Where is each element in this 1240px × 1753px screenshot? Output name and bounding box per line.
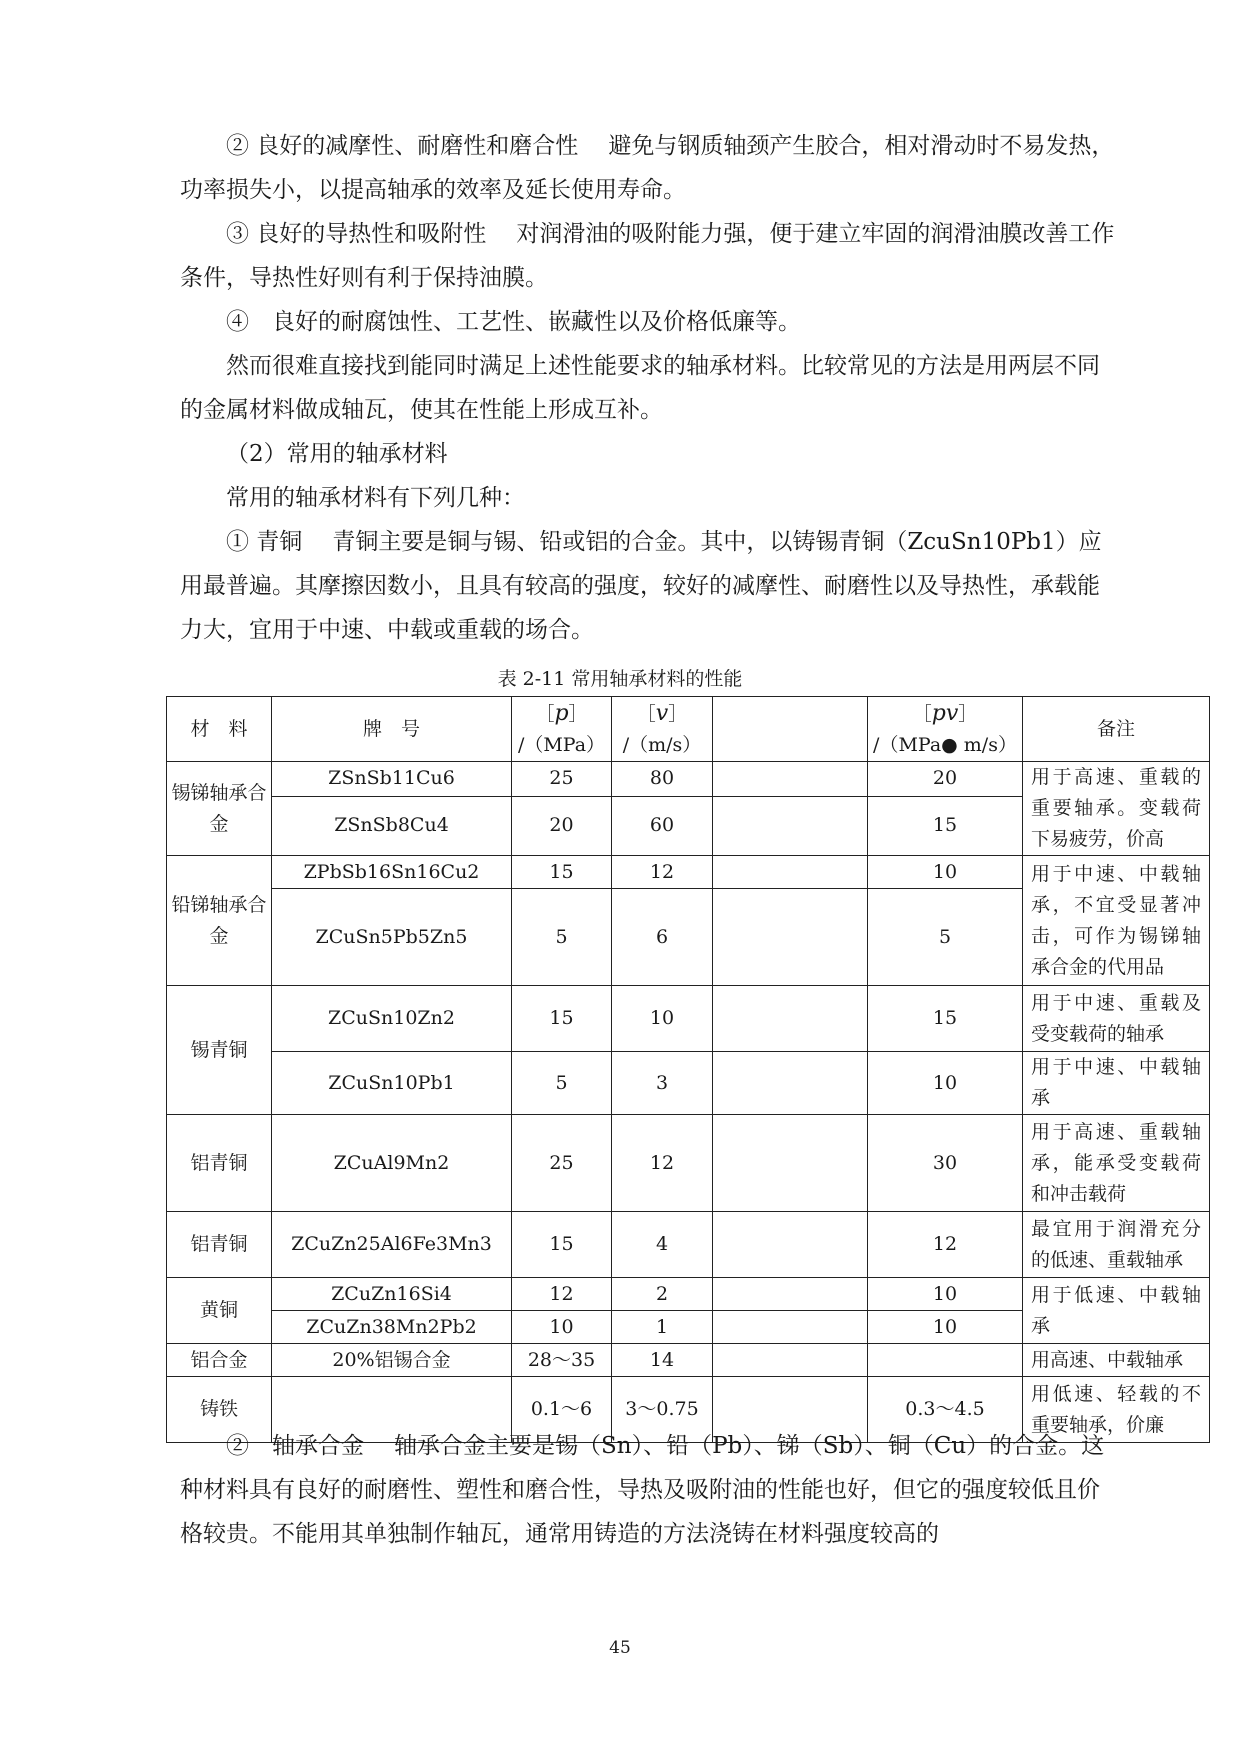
cell-material: 锡锑轴承合金 [167,762,272,856]
cell-v: 12 [612,856,713,889]
cell-grade: ZCuZn16Si4 [272,1278,512,1311]
cell-blank [713,762,868,797]
cell-grade: ZSnSb8Cu4 [272,796,512,855]
table-caption: 表 2-11 常用轴承材料的性能 [497,668,743,690]
cell-v: 14 [612,1344,713,1377]
cell-pv: 10 [868,1052,1023,1115]
cell-v: 6 [612,889,713,986]
cell-note: 用于高速、重载轴承，能承受变载荷和冲击载荷 [1023,1115,1210,1212]
cell-v: 4 [612,1212,713,1278]
cell-blank [713,1212,868,1278]
cell-pv: 30 [868,1115,1023,1212]
paragraph-bearing-heat [180,212,1120,300]
cell-grade: ZSnSb11Cu6 [272,762,512,797]
cell-pv: 12 [868,1212,1023,1278]
cell-note: 用于高速、重载的重要轴承。变载荷下易疲劳，价高 [1023,762,1210,856]
paragraph-list-intro: 常用的轴承材料有下列几种： [226,485,525,511]
cell-pv: 15 [868,986,1023,1052]
cell-blank [713,1278,868,1311]
bearing-materials-table [166,696,1210,1443]
item-text: 青铜主要是铜与锡、铅或铝的合金。其中，以铸锡青铜（ZcuSn10Pb1）应用最普遍。其摩擦因数小，且具有较高的强度，较好的减摩性、耐磨性以及导热性，承载能力大，宜用于中速、中载或重载的场合。 [180,529,1102,643]
paragraph-bearing-friction [180,124,1120,212]
cell-blank [713,1311,868,1344]
table-row [167,856,1210,889]
item-text: 避免与钢质轴颈产生胶合，相对滑动时不易发热，功率损失小，以提高轴承的效率及延长使用寿命。 [180,133,1115,203]
cell-note: 用高速、中载轴承 [1023,1344,1210,1377]
cell-pv: 5 [868,889,1023,986]
item-label: ① 青铜 [226,529,303,555]
cell-v: 10 [612,986,713,1052]
cell-pv: 10 [868,856,1023,889]
cell-note: 用低速、轻载的不重要轴承，价廉 [1023,1377,1210,1443]
table-row [167,1212,1210,1278]
cell-pv [868,1344,1023,1377]
table-row [167,762,1210,797]
cell-grade: ZCuSn5Pb5Zn5 [272,889,512,986]
cell-p: 15 [512,1212,612,1278]
cell-material: 黄铜 [167,1278,272,1344]
cell-note: 用于中速、中载轴承，不宜受显著冲击，可作为锡锑轴承合金的代用品 [1023,856,1210,986]
cell-p: 28～35 [512,1344,612,1377]
cell-grade: ZCuSn10Zn2 [272,986,512,1052]
cell-blank [713,889,868,986]
item-label: ③ 良好的导热性和吸附性 [226,221,487,247]
header-note: 备注 [1023,697,1210,762]
cell-blank [713,1052,868,1115]
table-row [167,1052,1210,1115]
header-p: ［p］ /（MPa） [512,697,612,762]
table-row [167,1344,1210,1377]
cell-blank [713,1344,868,1377]
cell-v: 1 [612,1311,713,1344]
item-text: 对润滑油的吸附能力强，便于建立牢固的润滑油膜改善工作条件，导热性好则有利于保持油膜。 [180,221,1115,291]
cell-p: 10 [512,1311,612,1344]
cell-v: 80 [612,762,713,797]
paragraph-bronze [180,520,1120,652]
paragraph-bearing-corrosion: ④ 良好的耐腐蚀性、工艺性、嵌藏性以及价格低廉等。 [226,309,801,335]
cell-grade: ZCuSn10Pb1 [272,1052,512,1115]
cell-grade: ZCuZn25Al6Fe3Mn3 [272,1212,512,1278]
header-v: ［v］ /（m/s） [612,697,713,762]
table-header-row [167,697,1210,762]
cell-p: 12 [512,1278,612,1311]
cell-p: 5 [512,1052,612,1115]
cell-note: 最宜用于润滑充分的低速、重载轴承 [1023,1212,1210,1278]
item-label: ② 良好的减摩性、耐磨性和磨合性 [226,133,579,159]
cell-note: 用于低速、中载轴承 [1023,1278,1210,1344]
cell-grade: 20%铝锡合金 [272,1344,512,1377]
cell-grade: ZPbSb16Sn16Cu2 [272,856,512,889]
table-row [167,1115,1210,1212]
cell-pv: 10 [868,1311,1023,1344]
cell-note: 用于中速、中载轴承 [1023,1052,1210,1115]
page-number: 45 [609,1638,631,1658]
cell-blank [713,1115,868,1212]
section-heading: （2）常用的轴承材料 [226,441,448,467]
cell-pv: 20 [868,762,1023,797]
cell-p: 20 [512,796,612,855]
cell-blank [713,986,868,1052]
cell-material: 铝合金 [167,1344,272,1377]
cell-grade: ZCuZn38Mn2Pb2 [272,1311,512,1344]
cell-v: 3 [612,1052,713,1115]
cell-note: 用于中速、重载及受变载荷的轴承 [1023,986,1210,1052]
table-row [167,1278,1210,1311]
cell-v: 3～0.75 [612,1377,713,1443]
header-grade: 牌 号 [272,697,512,762]
cell-pv: 10 [868,1278,1023,1311]
cell-blank [713,856,868,889]
cell-p: 25 [512,1115,612,1212]
cell-pv: 15 [868,796,1023,855]
cell-v: 12 [612,1115,713,1212]
cell-material: 铝青铜 [167,1212,272,1278]
cell-p: 15 [512,856,612,889]
cell-v: 60 [612,796,713,855]
cell-material: 锡青铜 [167,986,272,1115]
table-row [167,986,1210,1052]
cell-v: 2 [612,1278,713,1311]
cell-material: 铸铁 [167,1377,272,1443]
header-pv: ［pv］ /（MPa● m/s） [868,697,1023,762]
cell-grade: ZCuAl9Mn2 [272,1115,512,1212]
cell-material: 铝青铜 [167,1115,272,1212]
header-material: 材 料 [167,697,272,762]
cell-material: 铅锑轴承合金 [167,856,272,986]
cell-pv: 0.3～4.5 [868,1377,1023,1443]
cell-blank [713,796,868,855]
paragraph-bearing-combination: 然而很难直接找到能同时满足上述性能要求的轴承材料。比较常见的方法是用两层不同的金属材料做成轴瓦，使其在性能上形成互补。 [180,353,1100,423]
item-label: ② 轴承合金 [226,1433,364,1459]
cell-p: 0.1～6 [512,1377,612,1443]
cell-p: 5 [512,889,612,986]
paragraph-bearing-alloy [180,1424,1120,1556]
item-text: 轴承合金主要是锡（Sn）、铅（Pb）、锑（Sb）、铜（Cu）的合金。这种材料具有良好的耐磨性、塑性和磨合性，导热及吸附油的性能也好，但它的强度较低且价格较贵。不能用其单独制作轴瓦，通常用铸造的方法浇铸在材料强度较高的 [180,1433,1105,1547]
header-blank [713,697,868,762]
cell-p: 25 [512,762,612,797]
cell-p: 15 [512,986,612,1052]
